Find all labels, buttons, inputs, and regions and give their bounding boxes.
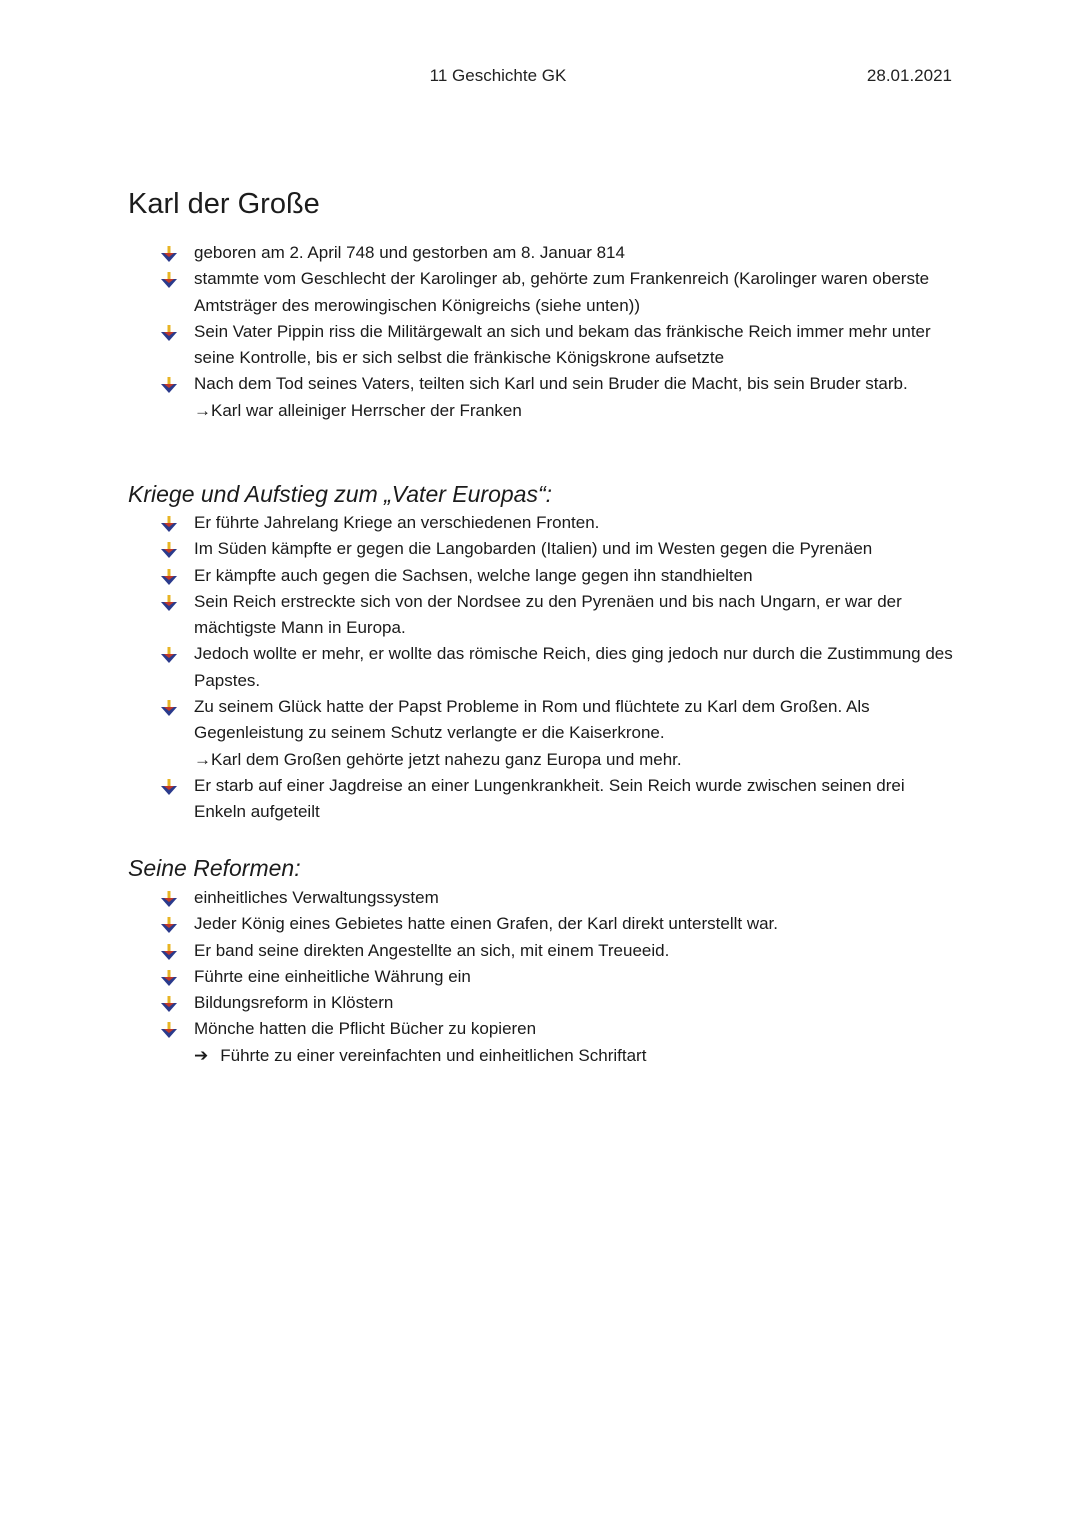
page-title: Karl der Große (128, 188, 320, 220)
arrow-down-bullet-icon (160, 324, 178, 342)
list-item (160, 694, 960, 773)
arrow-down-bullet-icon (160, 594, 178, 612)
arrow-down-bullet-icon (160, 969, 178, 987)
list-item-text: Führte eine einheitliche Währung ein (194, 966, 471, 986)
list-item-text: Im Süden kämpfte er gegen die Langobarden (Italien) und im Westen gegen die Pyrenäen (194, 539, 873, 559)
arrow-down-bullet-icon (160, 568, 178, 586)
arrow-right-icon: ➔ (194, 1045, 209, 1065)
intro-list (160, 240, 960, 424)
arrow-down-bullet-icon (160, 778, 178, 796)
list-item-text: Zu seinem Glück hatte der Papst Probleme in Rom und flüchtete zu Karl dem Großen. Als Gegenleistung zu seinem Schutz verlangte er die Kaiserkrone. (194, 697, 870, 743)
list-item-text: geboren am 2. April 748 und gestorben am 8. Januar 814 (194, 243, 625, 262)
arrow-right-icon: → (194, 749, 211, 769)
arrow-down-bullet-icon (160, 646, 178, 664)
arrow-down-bullet-icon (160, 541, 178, 559)
section-title-kriege: Kriege und Aufstieg zum „Vater Europas“: (128, 481, 553, 507)
list-item (160, 938, 960, 964)
list-item (160, 266, 960, 319)
conclusion-note (194, 398, 960, 424)
arrow-down-bullet-icon (160, 699, 178, 717)
arrow-down-bullet-icon (160, 995, 178, 1013)
arrow-down-bullet-icon (160, 376, 178, 394)
conclusion-note (194, 747, 960, 773)
arrow-down-bullet-icon (160, 1021, 178, 1039)
list-item-text: Jedoch wollte er mehr, er wollte das römische Reich, dies ging jedoch nur durch die Zustimmung des Papstes. (194, 644, 953, 690)
list-item (160, 641, 960, 694)
header-course: 11 Geschichte GK (429, 66, 567, 85)
header-date: 28.01.2021 (866, 66, 952, 85)
arrow-right-icon: → (194, 400, 211, 420)
conclusion-text: Karl war alleiniger Herrscher der Franken (211, 400, 522, 420)
list-item (160, 589, 960, 642)
list-item-text: Er kämpfte auch gegen die Sachsen, welche lange gegen ihn standhielten (194, 565, 753, 585)
kriege-list (160, 510, 960, 826)
list-item-text: Er führte Jahrelang Kriege an verschiedenen Fronten. (194, 513, 600, 532)
list-item-text: Er band seine direkten Angestellte an sich, mit einem Treueeid. (194, 940, 670, 960)
reformen-list (160, 885, 960, 1069)
conclusion-text: Karl dem Großen gehörte jetzt nahezu ganz Europa und mehr. (211, 749, 682, 769)
arrow-down-bullet-icon (160, 245, 178, 263)
list-item-text: Sein Vater Pippin riss die Militärgewalt an sich und bekam das fränkische Reich immer mehr unter seine Kontrolle, bis er sich selbst die fränkische Königskrone aufsetzte (194, 321, 931, 368)
list-item-text: Jeder König eines Gebietes hatte einen Grafen, der Karl direkt unterstellt war. (194, 914, 778, 934)
list-item (160, 319, 960, 372)
arrow-down-bullet-icon (160, 890, 178, 908)
arrow-down-bullet-icon (160, 515, 178, 533)
list-item (160, 510, 960, 536)
conclusion-text: Führte zu einer vereinfachten und einheitlichen Schriftart (220, 1045, 647, 1065)
list-item-text: Mönche hatten die Pflicht Bücher zu kopieren (194, 1019, 537, 1039)
list-item (160, 773, 960, 826)
list-item-text: Nach dem Tod seines Vaters, teilten sich Karl und sein Bruder die Macht, bis sein Bruder starb. (194, 374, 908, 394)
list-item (160, 536, 960, 562)
list-item-text: Er starb auf einer Jagdreise an einer Lungenkrankheit. Sein Reich wurde zwischen seinen drei Enkeln aufgeteilt (194, 775, 905, 822)
arrow-down-bullet-icon (160, 916, 178, 934)
list-item (160, 964, 960, 990)
list-item (160, 371, 960, 424)
list-item (160, 990, 960, 1016)
list-item-text: einheitliches Verwaltungssystem (194, 888, 439, 907)
list-item (160, 240, 960, 266)
list-item-text: Bildungsreform in Klöstern (194, 993, 394, 1013)
section-title-reformen: Seine Reformen: (128, 855, 301, 881)
conclusion-note (194, 1043, 960, 1069)
list-item (160, 911, 960, 937)
arrow-down-bullet-icon (160, 271, 178, 289)
list-item (160, 563, 960, 589)
list-item (160, 885, 960, 911)
list-item (160, 1016, 960, 1069)
list-item-text: stammte vom Geschlecht der Karolinger ab, gehörte zum Frankenreich (Karolinger waren oberste Amtsträger des merowingischen Königreichs (siehe unten)) (194, 269, 930, 315)
list-item-text: Sein Reich erstreckte sich von der Nordsee zu den Pyrenäen und bis nach Ungarn, er war der mächtigste Mann in Europa. (194, 591, 902, 638)
arrow-down-bullet-icon (160, 943, 178, 961)
